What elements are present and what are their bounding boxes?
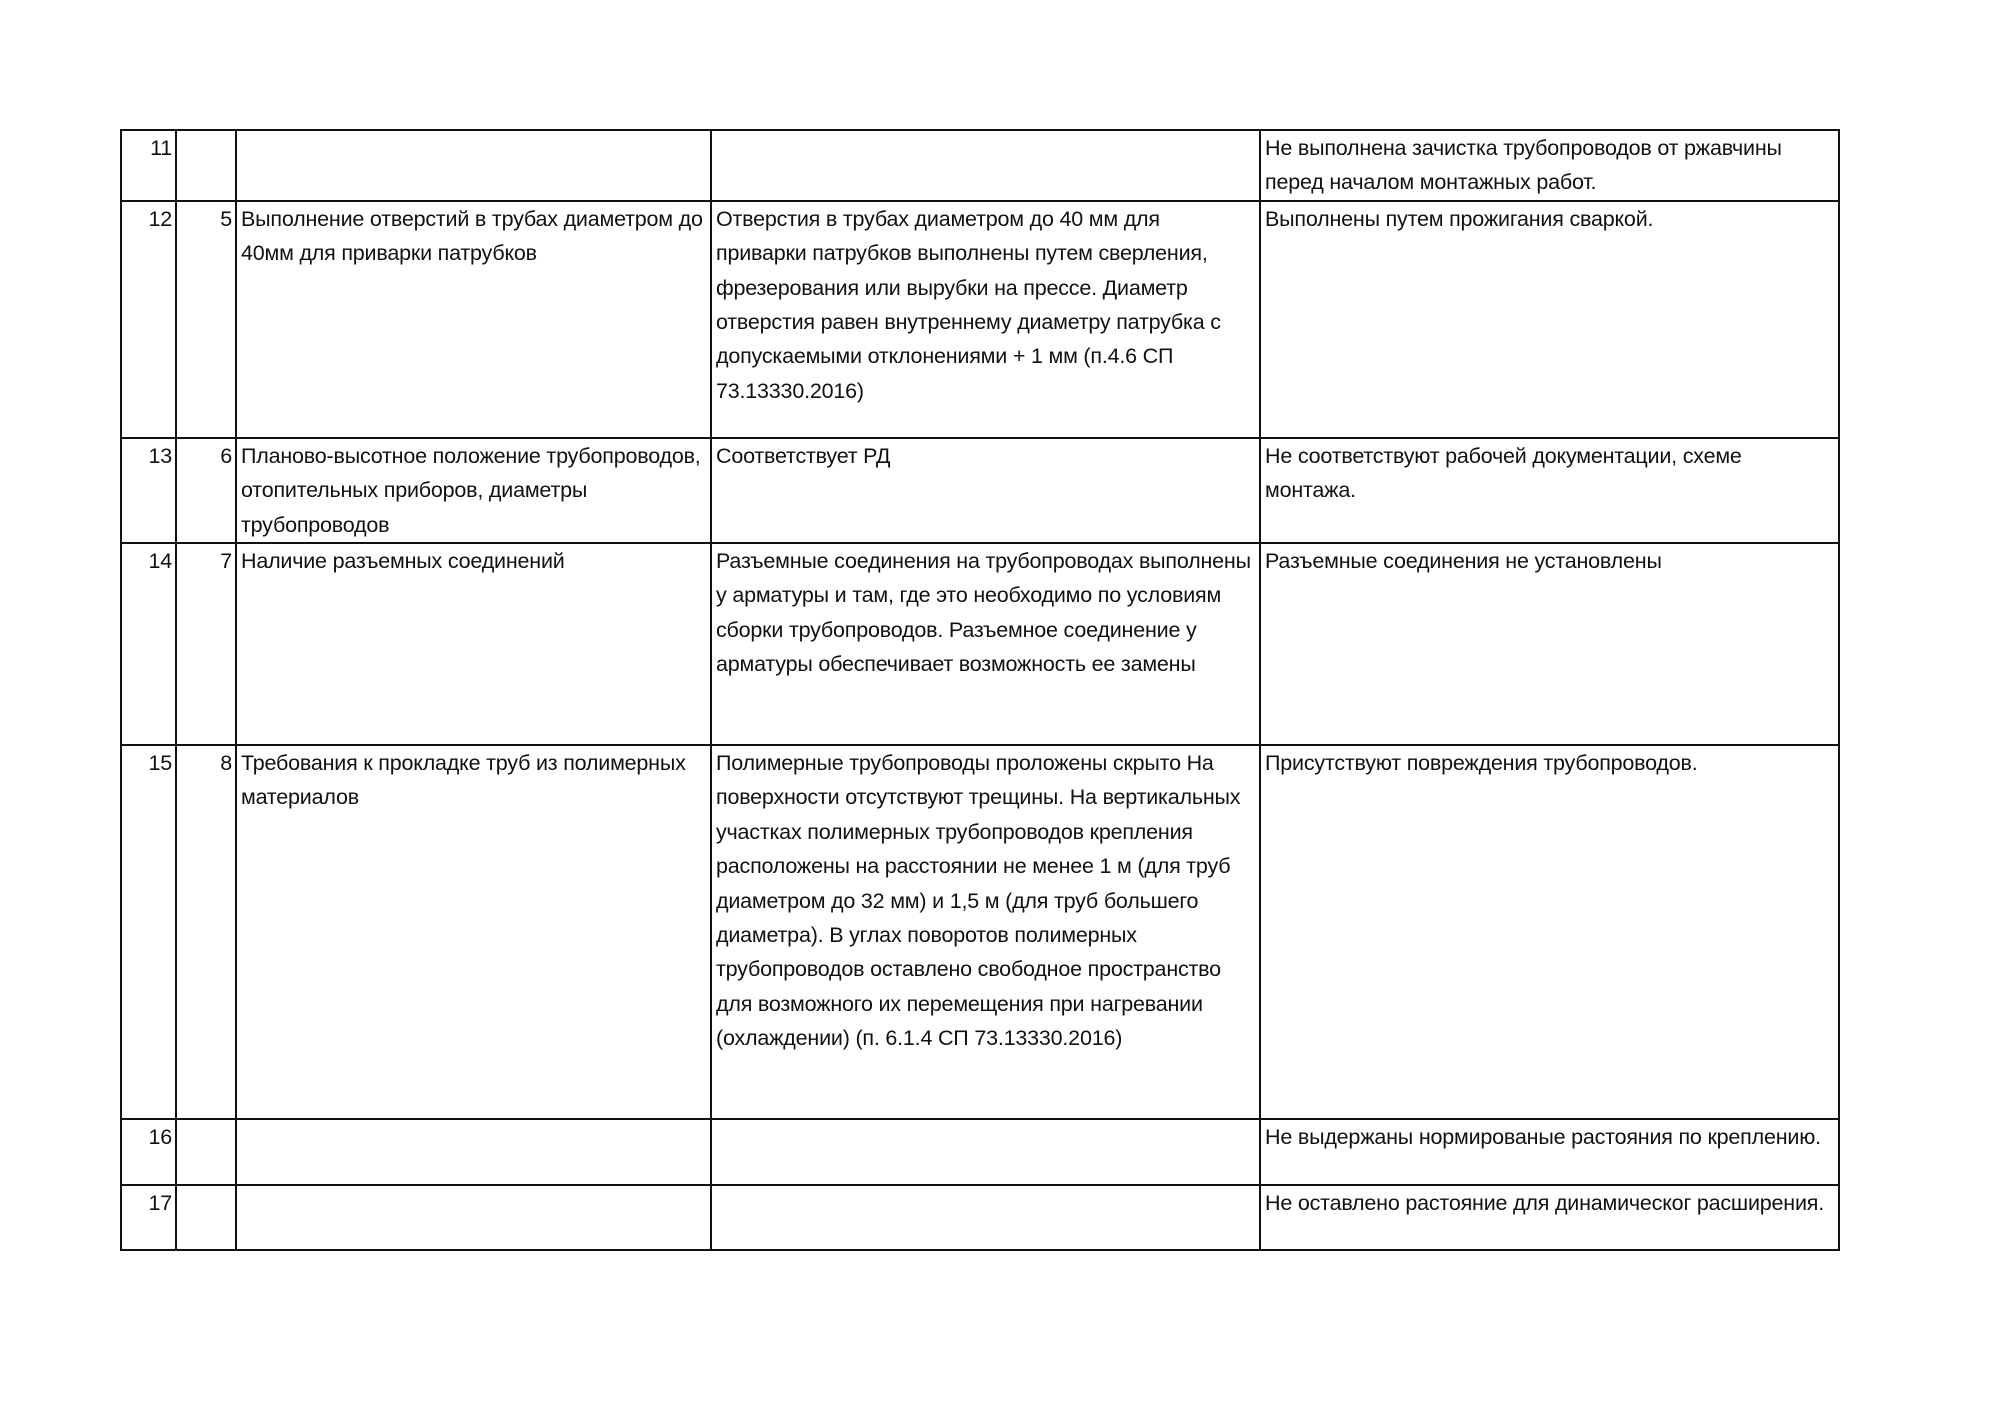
item-number-cell xyxy=(176,1185,236,1250)
item-number-cell xyxy=(176,130,236,201)
item-number-cell: 5 xyxy=(176,201,236,438)
finding-cell: Не соответствуют рабочей документации, схеме монтажа. xyxy=(1260,438,1839,543)
parameter-cell xyxy=(236,1185,711,1250)
finding-cell: Разъемные соединения не установлены xyxy=(1260,543,1839,745)
parameter-cell: Наличие разъемных соединений xyxy=(236,543,711,745)
parameter-cell xyxy=(236,130,711,201)
table-row xyxy=(121,745,1839,1119)
row-number-cell: 17 xyxy=(121,1185,176,1250)
finding-cell: Не выполнена зачистка трубопроводов от ржавчины перед началом монтажных работ. xyxy=(1260,130,1839,201)
row-number-cell: 14 xyxy=(121,543,176,745)
finding-cell: Выполнены путем прожигания сваркой. xyxy=(1260,201,1839,438)
parameter-cell: Требования к прокладке труб из полимерных материалов xyxy=(236,745,711,1119)
finding-cell: Не выдержаны нормированые растояния по креплению. xyxy=(1260,1119,1839,1185)
parameter-cell: Выполнение отверстий в трубах диаметром до 40мм для приварки патрубков xyxy=(236,201,711,438)
item-number-cell: 8 xyxy=(176,745,236,1119)
parameter-cell: Планово-высотное положение трубопроводов, отопительных приборов, диаметры трубопроводов xyxy=(236,438,711,543)
row-number-cell: 12 xyxy=(121,201,176,438)
requirement-cell: Разъемные соединения на трубопроводах выполнены у арматуры и там, где это необходимо по условиям сборки трубопроводов. Разъемное соединение у арматуры обеспечивает возможность ее замены xyxy=(711,543,1260,745)
finding-cell: Присутствуют повреждения трубопроводов. xyxy=(1260,745,1839,1119)
requirement-cell: Отверстия в трубах диаметром до 40 мм для приварки патрубков выполнены путем сверления, фрезерования или вырубки на прессе. Диаметр отверстия равен внутреннему диаметру патрубка с допускаемыми отклонениями + 1 мм (п.4.6 СП 73.13330.2016) xyxy=(711,201,1260,438)
inspection-table xyxy=(120,129,1840,1251)
table-row xyxy=(121,1185,1839,1250)
requirement-cell: Полимерные трубопроводы проложены скрыто На поверхности отсутствуют трещины. На вертикальных участках полимерных трубопроводов крепления расположены на расстоянии не менее 1 м (для труб диаметром до 32 мм) и 1,5 м (для труб большего диаметра). В углах поворотов полимерных трубопроводов оставлено свободное пространство для возможного их перемещения при нагревании (охлаждении) (п. 6.1.4 СП 73.13330.2016) xyxy=(711,745,1260,1119)
table-row xyxy=(121,1119,1839,1185)
row-number-cell: 15 xyxy=(121,745,176,1119)
item-number-cell: 6 xyxy=(176,438,236,543)
table-row xyxy=(121,438,1839,543)
row-number-cell: 16 xyxy=(121,1119,176,1185)
finding-cell: Не оставлено растояние для динамическог расширения. xyxy=(1260,1185,1839,1250)
table-row xyxy=(121,543,1839,745)
row-number-cell: 13 xyxy=(121,438,176,543)
table-row xyxy=(121,201,1839,438)
item-number-cell: 7 xyxy=(176,543,236,745)
table-row xyxy=(121,130,1839,201)
requirement-cell: Соответствует РД xyxy=(711,438,1260,543)
requirement-cell xyxy=(711,130,1260,201)
requirement-cell xyxy=(711,1185,1260,1250)
parameter-cell xyxy=(236,1119,711,1185)
row-number-cell: 11 xyxy=(121,130,176,201)
requirement-cell xyxy=(711,1119,1260,1185)
item-number-cell xyxy=(176,1119,236,1185)
